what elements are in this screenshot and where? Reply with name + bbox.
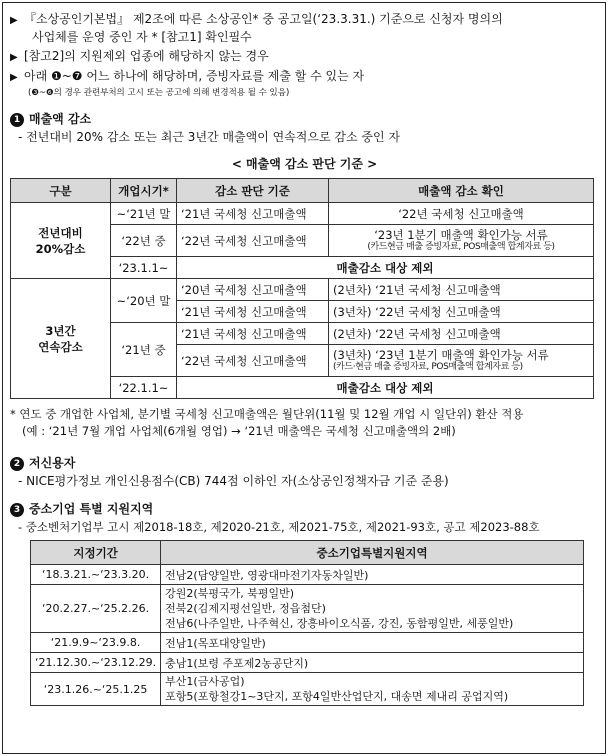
table-cell: ‘22년 중 (111, 225, 177, 257)
group-label-3yr-2: 연속감소 (38, 339, 83, 354)
table-cell: ‘21년 국세청 신고매출액 (177, 203, 329, 225)
section-3-title: 중소기업 특별 지원지역 (29, 502, 154, 516)
table-header: 개업시기* (111, 179, 177, 203)
sales-note-2: (예 : ‘21년 7월 개업 사업체(6개월 영업) → ‘21년 매출액은 국세청 신고매출액의 2배) (22, 424, 456, 438)
group-label-3yr-1: 3년간 (45, 323, 76, 338)
group-label-yoy (11, 203, 111, 279)
table-cell: ‘22년 국세청 신고매출액 (329, 203, 594, 225)
excluded-cell: 매출감소 대상 제외 (177, 377, 594, 399)
cell-line: 강원2(북평국가, 북평일반) (165, 587, 295, 600)
intro-item-1-text: 『소상공인기본법』 제2조에 따른 소상공인* 중 공고일(‘23.3.31.) 기준으로 신청자 명의의 (24, 12, 503, 26)
intro-item-2 (10, 48, 599, 66)
section-1-heading (10, 110, 599, 128)
sales-note-1: * 연도 중 개업한 사업체, 분기별 국세청 신고매출액은 월단위(11월 및 12월 개업 시 일단위) 환산 적용 (10, 407, 524, 421)
intro-item-1 (10, 11, 599, 29)
cell-line: 전남6(나주일반, 나주혁신, 장흥바이오식품, 강진, 동함평일반, 세풍일반) (165, 617, 514, 630)
group-label-yoy-2: 20%감소 (35, 241, 86, 256)
table-cell: ‘20년 국세청 신고매출액 (177, 279, 329, 301)
table-cell: ‘23.1.26.~‘25.1.25 (31, 673, 161, 706)
intro-item-3-text: 아래 ❶~❼ 어느 하나에 해당하며, 증빙자료를 제출 할 수 있는 자 (24, 69, 365, 83)
table-cell: ‘21.9.9~‘23.9.8. (31, 633, 161, 653)
special-region-table (30, 540, 584, 706)
intro-item-2-text: [참고2]의 지원제외 업종에 해당하지 않는 경우 (24, 49, 269, 63)
arrow-bullet-icon: ▶ (10, 52, 18, 63)
sales-decrease-table (10, 178, 594, 399)
table-row (31, 653, 584, 673)
cell-line: (카드·현금 매출 증빙자료, POS매출액 합계자료 등) (333, 361, 523, 372)
table-cell (161, 673, 584, 706)
section-1-desc: - 전년대비 20% 감소 또는 최근 3년간 매출액이 연속적으로 감소 중인 자 (18, 130, 400, 144)
sales-table-title: < 매출액 감소 판단 기준 > (231, 157, 378, 171)
excluded-cell: 매출감소 대상 제외 (177, 257, 594, 279)
table-cell: ~‘21년 말 (111, 203, 177, 225)
table-cell: ~‘20년 말 (111, 279, 177, 323)
table-cell: ‘21년 국세청 신고매출액 (177, 323, 329, 345)
arrow-bullet-icon: ▶ (10, 15, 18, 26)
cell-line: (3년차) ‘23년 1분기 매출액 확인가능 서류 (333, 347, 549, 362)
table-cell (161, 565, 584, 585)
table-cell: (2년차) ‘22년 국세청 신고매출액 (329, 323, 594, 345)
group-label-yoy-1: 전년대비 (38, 225, 83, 240)
table-cell: ‘21년 국세청 신고매출액 (177, 301, 329, 323)
table-header: 구분 (11, 179, 111, 203)
number-3-icon: 3 (10, 503, 24, 517)
table-row (31, 585, 584, 633)
table-header: 중소기업특별지원지역 (161, 541, 584, 565)
section-3-desc: - 중소벤처기업부 고시 제2018-18호, 제2020-21호, 제2021-75호, 제2021-93호, 공고 제2023-88호 (18, 520, 540, 534)
table-header: 지정기간 (31, 541, 161, 565)
number-1-icon: 1 (10, 113, 24, 127)
section-1-title: 매출액 감소 (29, 112, 92, 126)
document-frame (2, 2, 606, 754)
cell-line: ‘23년 1분기 매출액 확인가능 서류 (374, 227, 548, 242)
cell-line: (카드현금 매출 증빙자료, POS매출액 합계자료 등) (367, 241, 555, 252)
table-header: 매출액 감소 확인 (329, 179, 594, 203)
table-cell (329, 345, 594, 377)
intro-item-1-cont: 사업체를 운영 중인 자 * [참고1] 확인필수 (32, 30, 252, 44)
table-row (31, 565, 584, 585)
table-row (31, 633, 584, 653)
table-cell: ‘22.1.1~ (111, 377, 177, 399)
table-header: 감소 판단 기준 (177, 179, 329, 203)
table-cell: ‘18.3.21.~‘23.3.20. (31, 565, 161, 585)
table-cell: ‘20.2.27.~‘25.2.26. (31, 585, 161, 633)
cell-line: 충남1(보령 주포제2농공단지) (165, 656, 309, 670)
table-cell: (3년차) ‘22년 국세청 신고매출액 (329, 301, 594, 323)
table-cell: ‘22년 국세청 신고매출액 (177, 225, 329, 257)
table-cell (161, 653, 584, 673)
table-cell: ‘21년 중 (111, 323, 177, 377)
table-cell: (2년차) ‘21년 국세청 신고매출액 (329, 279, 594, 301)
table-cell: ‘23.1.1~ (111, 257, 177, 279)
cell-line: 부산1(금사공업) (165, 675, 245, 688)
cell-line: 포항5(포항철강1~3단지, 포항4일반산업단지, 대송면 제내리 공업지역) (165, 690, 509, 703)
table-row (31, 673, 584, 706)
cell-line: 전남1(목포대양일반) (165, 636, 266, 650)
intro-item-3-note: (❸~❻의 경우 관련부처의 고시 또는 공고에 의해 변경적용 될 수 있음) (28, 88, 290, 98)
number-2-icon: 2 (10, 457, 24, 471)
table-cell: ‘22년 국세청 신고매출액 (177, 345, 329, 377)
section-2-heading (10, 454, 599, 472)
cell-line: 전북2(김제지평선일반, 정읍첨단) (165, 602, 326, 615)
group-label-3yr (11, 279, 111, 399)
section-2-desc: - NICE평가정보 개인신용점수(CB) 744점 이하인 자(소상공인정책자금 기준 준용) (18, 474, 449, 488)
cell-line: 전남2(담양일반, 영광대마전기자동차일반) (165, 568, 369, 582)
table-cell: ‘21.12.30.~‘23.12.29. (31, 653, 161, 673)
table-cell (161, 633, 584, 653)
section-3-heading (10, 500, 599, 518)
table-cell (161, 585, 584, 633)
table-cell (329, 225, 594, 257)
section-2-title: 저신용자 (29, 456, 76, 470)
arrow-bullet-icon: ▶ (10, 72, 18, 83)
intro-item-3 (10, 68, 599, 86)
